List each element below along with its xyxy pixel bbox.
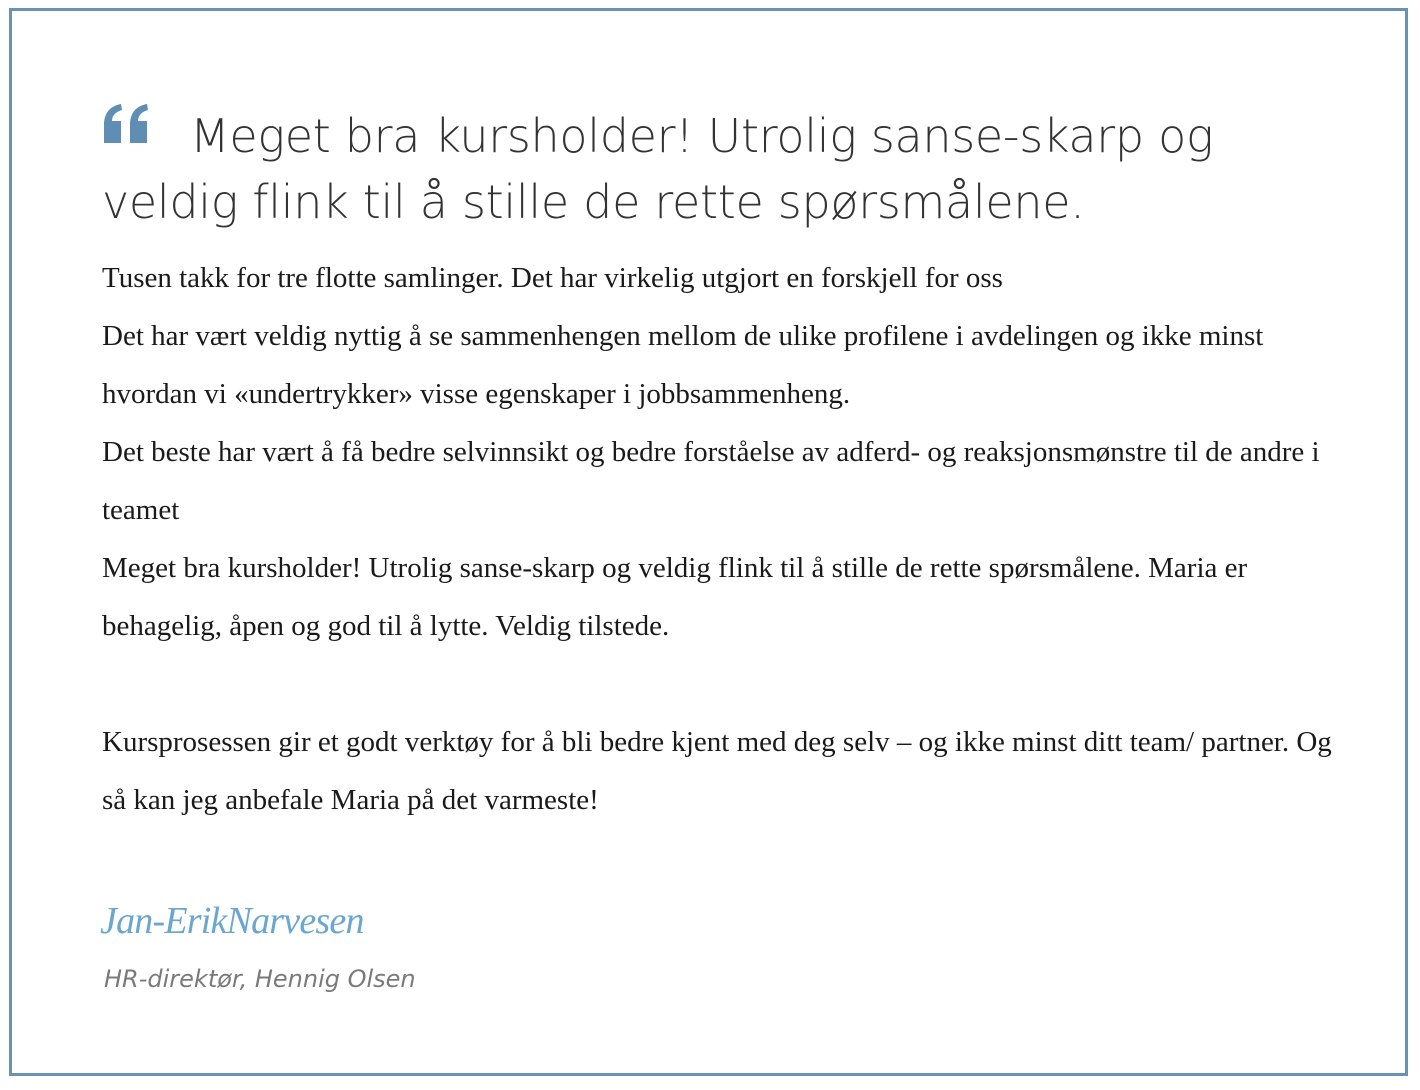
- author-role: HR-direktør, Hennig Olsen: [104, 965, 416, 993]
- body-line: Meget bra kursholder! Utrolig sanse-skarp og veldig flink til å stille de rette spørsmålene. Maria er behagelig, åpen og god til å lytte. Veldig tilstede.: [102, 552, 1248, 642]
- closing-paragraph: Kursprosessen gir et godt verktøy for å bli bedre kjent med deg selv – og ikke minst ditt team/ partner. Og så kan jeg anbefale Maria på det varmeste!: [102, 726, 1332, 816]
- testimonial-card: [9, 8, 1408, 1076]
- testimonial-headline: Meget bra kursholder! Utrolig sanse-skarp og veldig flink til å stille de rette spørsmålene.: [102, 109, 1214, 229]
- body-line: Det beste har vært å få bedre selvinnsikt og bedre forståelse av adferd- og reaksjonsmønstre til de andre i teamet: [102, 436, 1320, 526]
- body-line: Det har vært veldig nyttig å se sammenhengen mellom de ulike profilene i avdelingen og ikke minst hvordan vi «undertrykker» visse egenskaper i jobbsammenheng.: [102, 320, 1264, 410]
- testimonial-body: [102, 249, 1362, 829]
- body-line: Tusen takk for tre flotte samlinger. Det har virkelig utgjort en forskjell for oss: [102, 262, 1003, 294]
- author-name: Jan-ErikNarvesen: [100, 900, 364, 942]
